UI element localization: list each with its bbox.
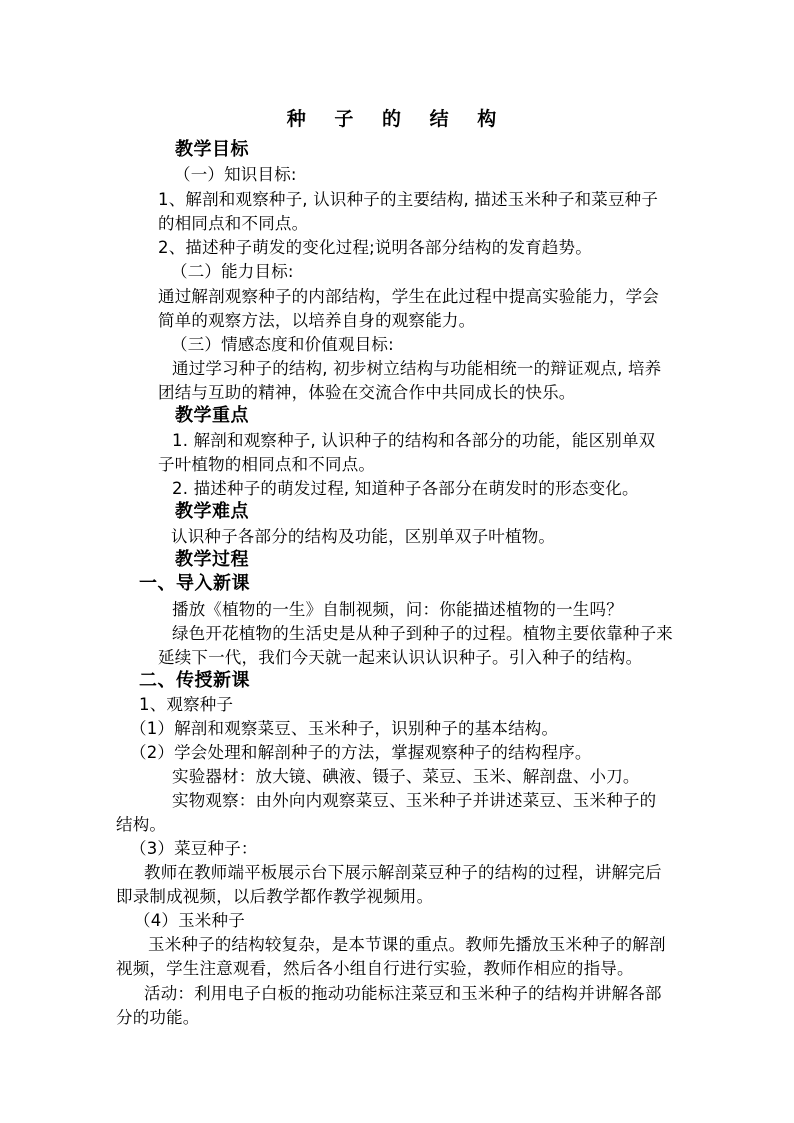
section-intro-heading: 一、导入新课	[139, 573, 250, 594]
emotion-goal-line1: 通过学习种子的结构, 初步树立结构与功能相统一的辩证观点, 培养	[172, 359, 662, 378]
key-point-1-line1: 1. 解剖和观察种子, 认识种子的结构和各部分的功能，能区别单双	[172, 431, 656, 450]
bean-seed-heading: （3）菜豆种子：	[130, 839, 258, 858]
intro-paragraph-2-line2: 延续下一代，我们今天就一起来认识认识种子。引入种子的结构。	[158, 648, 643, 667]
key-point-1-line2: 子叶植物的相同点和不同点。	[158, 455, 376, 474]
observation-line2: 结构。	[116, 815, 167, 834]
corn-seed-line1: 玉米种子的结构较复杂，是本节课的重点。教师先播放玉米种子的解剖	[148, 935, 666, 954]
section-new-lesson-heading: 二、传授新课	[139, 670, 250, 691]
document-title: 种 子 的 结 构	[286, 108, 508, 130]
knowledge-goal-label: （一）知识目标:	[174, 165, 297, 184]
heading-teaching-process: 教学过程	[175, 549, 249, 570]
ability-goal-label: （二）能力目标:	[171, 262, 294, 281]
difficulty-text: 认识种子各部分的结构及功能，区别单双子叶植物。	[171, 527, 556, 546]
lesson-item-2: （2）学会处理和解剖种子的方法，掌握观察种子的结构程序。	[130, 743, 592, 762]
key-point-2: 2. 描述种子的萌发过程, 知道种子各部分在萌发时的形态变化。	[172, 479, 639, 498]
emotion-goal-label: （三）情感态度和价值观目标:	[171, 335, 394, 354]
ability-goal-line1: 通过解剖观察种子的内部结构，学生在此过程中提高实验能力，学会	[158, 287, 659, 306]
observe-seeds-heading: 1、观察种子	[139, 695, 234, 714]
lesson-item-1: （1）解剖和观察菜豆、玉米种子，识别种子的基本结构。	[130, 719, 559, 738]
heading-teaching-goals: 教学目标	[175, 139, 249, 160]
bean-seed-line1: 教师在教师端平板展示台下展示解剖菜豆种子的结构的过程，讲解完后	[144, 863, 662, 882]
intro-paragraph-2-line1: 绿色开花植物的生活史是从种子到种子的过程。植物主要依靠种子来	[172, 624, 673, 643]
observation-line1: 实物观察：由外向内观察菜豆、玉米种子并讲述菜豆、玉米种子的	[172, 791, 657, 810]
emotion-goal-line2: 团结与互助的精神，体验在交流合作中共同成长的快乐。	[158, 383, 576, 402]
activity-line2: 分的功能。	[116, 1008, 200, 1027]
bean-seed-line2: 即录制成视频，以后教学都作教学视频用。	[116, 887, 434, 906]
lab-materials: 实验器材：放大镜、碘液、镊子、菜豆、玉米、解剖盘、小刀。	[172, 767, 640, 786]
knowledge-goal-1-line1: 1、解剖和观察种子, 认识种子的主要结构, 描述玉米种子和菜豆种子	[158, 190, 659, 209]
heading-difficulties: 教学难点	[175, 501, 249, 522]
knowledge-goal-1-line2: 的相同点和不同点。	[158, 214, 309, 233]
intro-paragraph-1: 播放《植物的一生》自制视频，问：你能描述植物的一生吗？	[172, 600, 623, 619]
heading-key-points: 教学重点	[175, 405, 249, 426]
corn-seed-line2: 视频，学生注意观看，然后各小组自行进行实验，教师作相应的指导。	[116, 959, 634, 978]
activity-line1: 活动：利用电子白板的拖动功能标注菜豆和玉米种子的结构并讲解各部	[144, 984, 662, 1003]
ability-goal-line2: 简单的观察方法，以培养自身的观察能力。	[158, 311, 476, 330]
corn-seed-heading: （4）玉米种子	[134, 911, 245, 930]
knowledge-goal-2: 2、描述种子萌发的变化过程;说明各部分结构的发育趋势。	[158, 238, 592, 257]
